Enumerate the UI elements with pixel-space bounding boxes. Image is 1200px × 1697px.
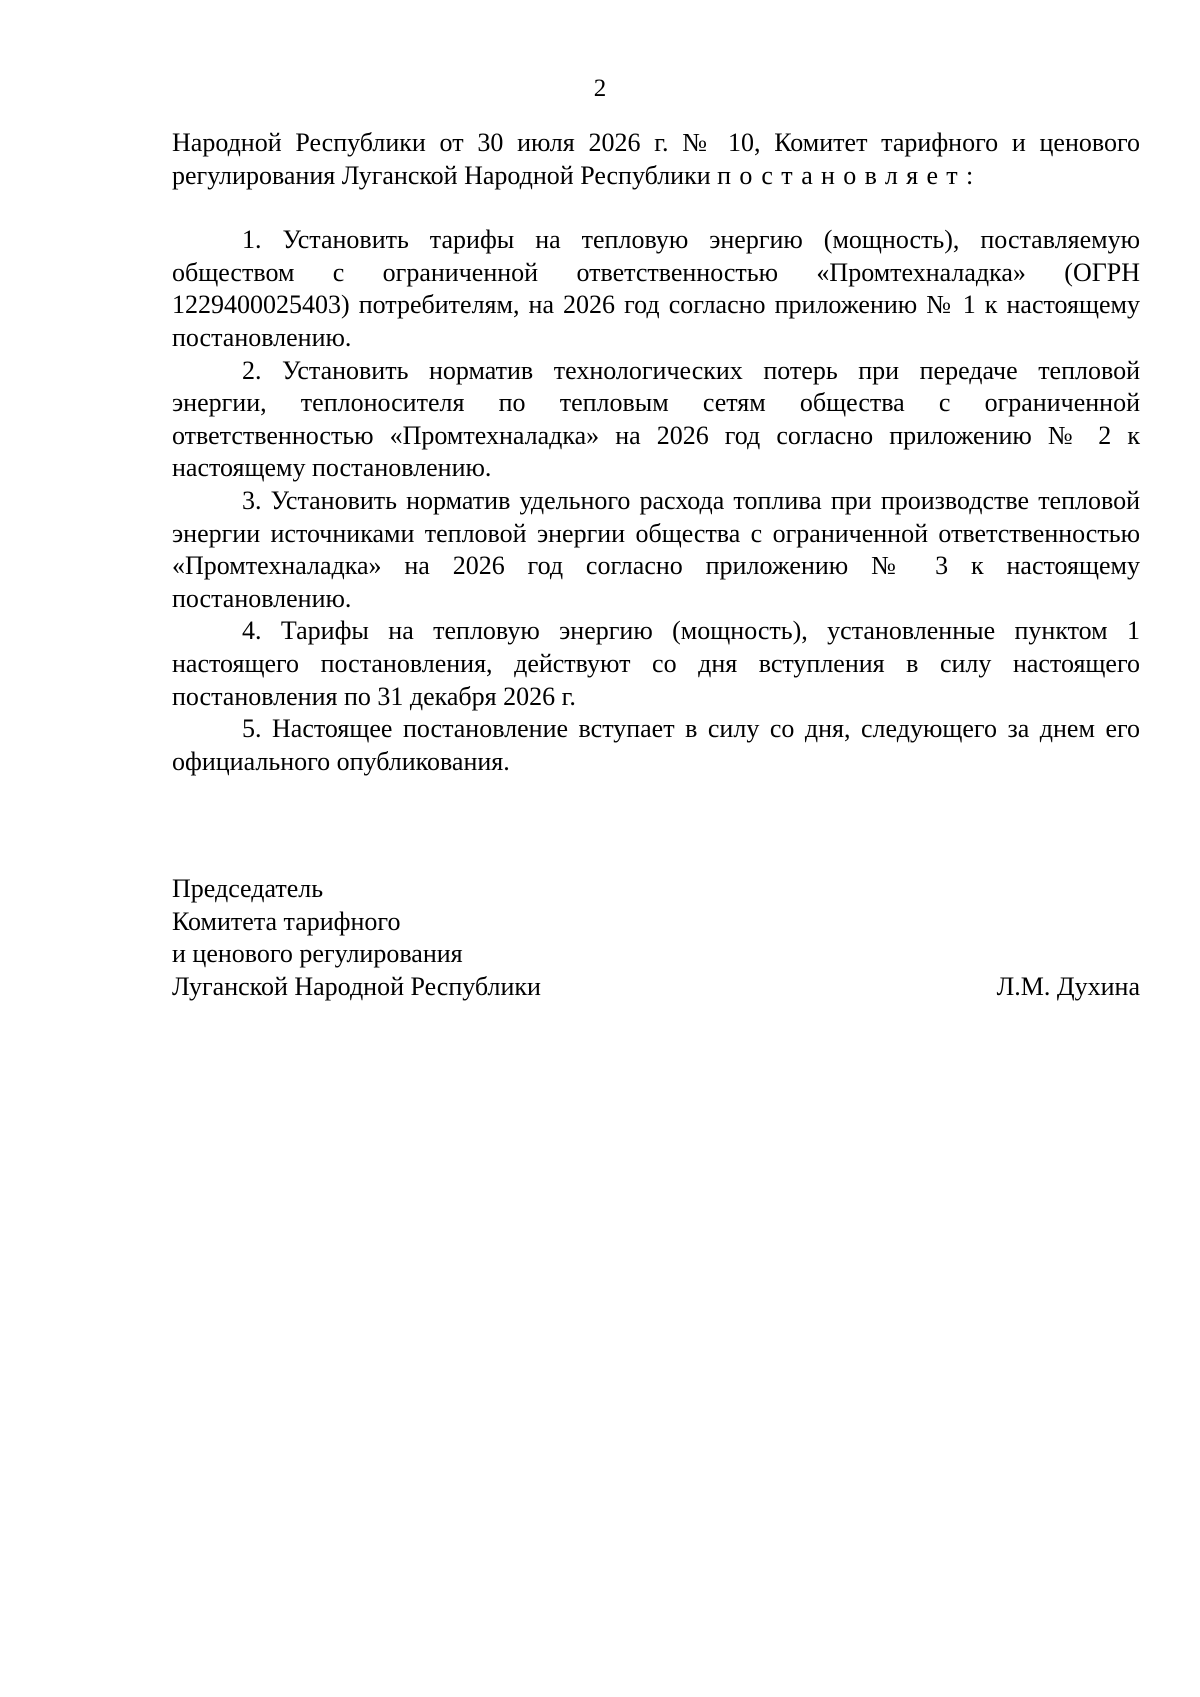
signature-block [172,873,1140,1003]
document-body [172,127,1140,778]
intro-paragraph [172,127,1140,192]
intro-text: Народной Республики от 30 июля 2026 г. № 10, Комитет тарифного и ценового регулирования Луганской Народной Республики [172,128,1140,190]
signature-final-row [172,971,1140,1004]
signatory-name: Л.М. Духина [996,971,1140,1001]
signature-title-line-3: и ценового регулирования [172,939,463,969]
paragraph-2: 2. Установить норматив технологических потерь при передаче тепловой энергии, теплоносителя по тепловым сетям общества с ограниченной ответственностью «Промтехналадка» на 2026 год согласно приложению № 2 к настоящему постановлению. [172,355,1140,483]
signature-title-line-2: Комитета тарифного [172,906,401,936]
signature-title-line-4: Луганской Народной Республики [172,971,541,1001]
paragraph-1: 1. Установить тарифы на тепловую энергию (мощность), поставляемую обществом с ограниченной ответственностью «Промтехналадка» (ОГРН 1229400025403) потребителям, на 2026 год согласно приложению № 1 к настоящему постановлению. [172,225,1140,352]
intro-spaced-word: постановляет: [717,160,982,190]
paragraph-3: 3. Установить норматив удельного расхода топлива при производстве тепловой энергии источниками тепловой энергии общества с ограниченной ответственностью «Промтехналадка» на 2026 год согласно приложению № 3 к настоящему постановлению. [172,485,1140,613]
page-number: 2 [593,75,607,102]
signature-title-line-1: Председатель [172,874,324,903]
paragraph-5: 5. Настоящее постановление вступает в силу со дня, следующего за днем его официального опубликования. [172,714,1140,776]
paragraph-4: 4. Тарифы на тепловую энергию (мощность), установленные пунктом 1 настоящего постановления, действуют со дня вступления в силу настоящего постановления по 31 декабря 2026 г. [172,616,1140,711]
